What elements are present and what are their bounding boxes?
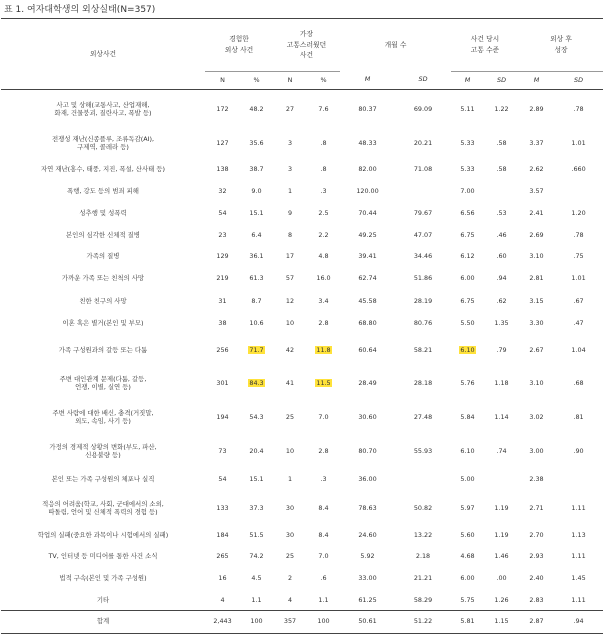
cell-m2: 6.12 bbox=[460, 251, 475, 260]
cell-sd1 bbox=[395, 181, 451, 202]
trauma-table bbox=[1, 18, 603, 634]
cell-m1: 78.63 bbox=[358, 504, 377, 513]
cell-sd2: 1.46 bbox=[494, 551, 509, 560]
table-row bbox=[1, 290, 603, 313]
cell-p2: .3 bbox=[320, 186, 327, 195]
highlighted-value: 71.7 bbox=[249, 345, 264, 354]
cell-n1: 31 bbox=[218, 296, 227, 305]
cell-sd3: .78 bbox=[573, 104, 584, 113]
cell-n1: 38 bbox=[218, 318, 227, 327]
header-count: 개월 수 bbox=[340, 19, 451, 72]
total-cell-m3: 2.87 bbox=[519, 611, 554, 634]
header-n: N bbox=[273, 72, 307, 90]
event-label: 적응의 어려움(학교, 사회, 군대에서의 소외, 따돌림, 언어 및 신체적 폭력의 경험 등) bbox=[42, 500, 164, 516]
cell-n1: 301 bbox=[216, 379, 229, 388]
event-label: 주변 사람에 대한 배신, 충격(거짓말, 외도, 속임, 사기 등) bbox=[52, 409, 154, 425]
header-growth: 외상 후 성장 bbox=[519, 19, 603, 72]
cell-m3: 2.67 bbox=[529, 345, 544, 354]
cell-n1: 127 bbox=[216, 138, 229, 147]
cell-p1: 54.3 bbox=[249, 413, 264, 422]
total-label: 합계 bbox=[1, 611, 205, 634]
table-row bbox=[1, 367, 603, 401]
cell-m2: 5.97 bbox=[460, 504, 475, 513]
cell-sd2: .58 bbox=[496, 164, 507, 173]
cell-n2: 30 bbox=[285, 504, 295, 513]
event-label: 이혼 혹은 별거(본인 및 부모) bbox=[62, 318, 144, 327]
cell-m1: 28.49 bbox=[358, 379, 377, 388]
cell-p2: 4.8 bbox=[318, 251, 329, 260]
cell-n1: 265 bbox=[216, 551, 229, 560]
header-row-1 bbox=[1, 19, 603, 72]
cell-m3: 3.37 bbox=[529, 138, 544, 147]
cell-m1: 80.70 bbox=[358, 446, 377, 455]
cell-m3: 2.71 bbox=[529, 504, 544, 513]
cell-m1: 48.33 bbox=[358, 138, 377, 147]
cell-m1: 30.60 bbox=[358, 413, 377, 422]
cell-m1: 68.80 bbox=[358, 318, 377, 327]
cell-n2: 8 bbox=[287, 230, 293, 239]
cell-p2: 7.0 bbox=[318, 413, 329, 422]
cell-n1: 73 bbox=[218, 446, 227, 455]
header-pct: % bbox=[240, 72, 273, 90]
cell-sd2: .58 bbox=[496, 138, 507, 147]
header-most-stressful: 가장 고통스러웠던 사건 bbox=[273, 19, 340, 72]
cell-n2: 57 bbox=[285, 273, 295, 282]
cell-sd1: 50.82 bbox=[413, 504, 433, 513]
header-sd: SD bbox=[395, 72, 451, 90]
cell-sd3: 1.11 bbox=[571, 551, 586, 560]
cell-p2: 2.5 bbox=[318, 208, 329, 217]
cell-sd3: .660 bbox=[571, 164, 586, 173]
cell-n2: 25 bbox=[285, 551, 295, 560]
cell-p1: 6.4 bbox=[251, 230, 262, 239]
cell-p1 bbox=[240, 334, 273, 367]
cell-m1: 80.37 bbox=[358, 104, 377, 113]
cell-sd3: 1.20 bbox=[571, 208, 586, 217]
cell-n2: 10 bbox=[285, 446, 295, 455]
cell-n1: 4 bbox=[220, 595, 225, 604]
cell-n1: 16 bbox=[218, 574, 227, 583]
cell-p2: 2.8 bbox=[318, 318, 329, 327]
event-label: 본인 또는 가족 구성원의 체포나 실직 bbox=[51, 475, 155, 484]
cell-p2: .8 bbox=[320, 164, 327, 173]
cell-sd2: 1.14 bbox=[494, 413, 509, 422]
cell-n2: 9 bbox=[287, 208, 293, 217]
cell-p1: 4.5 bbox=[251, 574, 262, 583]
cell-n1: 32 bbox=[218, 186, 227, 195]
header-event-label: 외상사건 bbox=[89, 49, 117, 58]
total-cell-sd2: 1.15 bbox=[484, 611, 519, 634]
cell-m3: 2.83 bbox=[529, 595, 544, 604]
cell-p2: 7.0 bbox=[318, 551, 329, 560]
cell-m3: 3.02 bbox=[529, 413, 544, 422]
cell-m1: 82.00 bbox=[358, 164, 377, 173]
cell-sd3: .47 bbox=[573, 318, 584, 327]
cell-sd2: .62 bbox=[496, 296, 507, 305]
cell-m2: 6.56 bbox=[460, 208, 475, 217]
cell-m1: 36.00 bbox=[358, 475, 377, 484]
cell-p1: 35.6 bbox=[249, 138, 264, 147]
cell-n1: 172 bbox=[216, 104, 229, 113]
cell-sd1: 21.21 bbox=[413, 574, 433, 583]
cell-m3: 2.81 bbox=[529, 273, 544, 282]
cell-n1: 256 bbox=[216, 345, 229, 354]
cell-m2: 7.00 bbox=[460, 186, 475, 195]
cell-n2: 10 bbox=[285, 318, 295, 327]
cell-sd1: 34.46 bbox=[413, 251, 433, 260]
cell-m1: 120.00 bbox=[356, 186, 379, 195]
cell-sd2: 1.18 bbox=[494, 379, 509, 388]
cell-m2: 6.75 bbox=[460, 230, 475, 239]
header-sd: SD bbox=[554, 72, 603, 90]
cell-m2: 5.00 bbox=[460, 475, 475, 484]
table-row bbox=[1, 246, 603, 267]
cell-p2 bbox=[307, 367, 340, 401]
header-event bbox=[1, 19, 205, 90]
total-cell-n1: 2,443 bbox=[205, 611, 240, 634]
cell-p1: 15.1 bbox=[249, 208, 264, 217]
cell-m3: 2.69 bbox=[529, 230, 544, 239]
event-label: TV, 인터넷 등 미디어를 통한 사건 소식 bbox=[48, 551, 158, 560]
event-label: 자연 재난(홍수, 태풍, 지진, 폭설, 산사태 등) bbox=[40, 164, 166, 173]
cell-sd1: 2.18 bbox=[415, 551, 431, 560]
cell-m2: 6.00 bbox=[460, 273, 475, 282]
table-row bbox=[1, 181, 603, 202]
table-row bbox=[1, 225, 603, 246]
cell-n1: 133 bbox=[216, 504, 229, 513]
cell-p1: 61.3 bbox=[249, 273, 264, 282]
cell-sd1: 58.21 bbox=[413, 345, 433, 354]
cell-m1: 45.58 bbox=[358, 296, 377, 305]
cell-n1: 138 bbox=[216, 164, 229, 173]
event-label: 가까운 가족 또는 친척의 사망 bbox=[61, 273, 145, 282]
cell-m2: 5.11 bbox=[460, 104, 475, 113]
cell-sd2: 1.26 bbox=[494, 595, 509, 604]
cell-sd2: 1.19 bbox=[494, 531, 509, 540]
cell-sd3: 1.11 bbox=[571, 595, 586, 604]
cell-m1: 70.44 bbox=[358, 208, 377, 217]
table-row bbox=[1, 401, 603, 435]
cell-m3: 3.10 bbox=[529, 251, 544, 260]
cell-p2: 2.8 bbox=[318, 446, 329, 455]
cell-m1: 49.25 bbox=[358, 230, 377, 239]
cell-sd3: 1.13 bbox=[571, 531, 586, 540]
cell-p1: 74.2 bbox=[249, 551, 264, 560]
table-row bbox=[1, 526, 603, 546]
cell-n2: 25 bbox=[285, 413, 295, 422]
cell-m2: 5.75 bbox=[460, 595, 475, 604]
highlighted-value: 11.5 bbox=[316, 379, 331, 388]
cell-sd3 bbox=[554, 468, 603, 492]
cell-m3: 2.70 bbox=[529, 531, 544, 540]
header-experienced: 경험한 외상 사건 bbox=[205, 19, 273, 72]
table-row bbox=[1, 468, 603, 492]
highlighted-value: 84.3 bbox=[249, 379, 264, 388]
cell-p2: 16.0 bbox=[316, 273, 331, 282]
cell-sd1: 69.09 bbox=[413, 104, 433, 113]
cell-n2: 17 bbox=[285, 251, 295, 260]
cell-m3: 2.40 bbox=[529, 574, 544, 583]
event-label: 폭행, 강도 등의 범죄 피해 bbox=[67, 186, 139, 195]
total-cell-n2: 357 bbox=[273, 611, 307, 634]
table-title: 표 1. 여자대학생의 외상실태(N=357) bbox=[4, 5, 156, 15]
cell-sd1: 79.67 bbox=[413, 208, 433, 217]
cell-m2: 5.84 bbox=[460, 413, 475, 422]
cell-p2: 8.4 bbox=[318, 504, 329, 513]
cell-p2: .3 bbox=[320, 475, 327, 484]
cell-p1: 10.6 bbox=[249, 318, 264, 327]
cell-n1: 184 bbox=[216, 531, 229, 540]
cell-sd1: 80.76 bbox=[413, 318, 433, 327]
cell-m2: 6.00 bbox=[460, 574, 475, 583]
cell-sd2 bbox=[484, 181, 519, 202]
cell-sd2: .60 bbox=[496, 251, 507, 260]
cell-m1: 62.74 bbox=[358, 273, 377, 282]
event-label: 가족의 질병 bbox=[86, 251, 120, 260]
cell-m3: 3.30 bbox=[529, 318, 544, 327]
cell-sd3: 1.04 bbox=[571, 345, 586, 354]
table-row bbox=[1, 267, 603, 290]
event-label: 성추행 및 성폭력 bbox=[79, 208, 127, 217]
cell-sd1: 51.86 bbox=[413, 273, 433, 282]
table-row bbox=[1, 546, 603, 567]
cell-sd3 bbox=[554, 181, 603, 202]
cell-p1: 20.4 bbox=[249, 446, 264, 455]
cell-sd2: .53 bbox=[496, 208, 507, 217]
highlighted-value: 6.10 bbox=[460, 345, 475, 354]
cell-m3: 3.15 bbox=[529, 296, 544, 305]
cell-sd1: 58.29 bbox=[413, 595, 433, 604]
header-distress: 사건 당시 고통 수준 bbox=[451, 19, 519, 72]
cell-sd1: 28.18 bbox=[413, 379, 433, 388]
table-row bbox=[1, 492, 603, 526]
cell-m2: 5.33 bbox=[460, 164, 475, 173]
cell-p2: 7.6 bbox=[318, 104, 329, 113]
cell-m1: 33.00 bbox=[358, 574, 377, 583]
total-cell-sd1: 51.22 bbox=[395, 611, 451, 634]
total-cell-p1: 100 bbox=[240, 611, 273, 634]
cell-sd2: .00 bbox=[496, 574, 507, 583]
cell-sd3: .90 bbox=[573, 446, 584, 455]
cell-m3: 2.93 bbox=[529, 551, 544, 560]
cell-n2: 1 bbox=[287, 186, 293, 195]
cell-m2: 6.10 bbox=[460, 446, 475, 455]
event-label: 가정의 경제적 상황의 변화(부도, 파산, 신용불량 등) bbox=[49, 442, 157, 459]
cell-n2: 4 bbox=[287, 595, 293, 604]
cell-p2: 1.1 bbox=[318, 595, 329, 604]
cell-sd3: .68 bbox=[573, 379, 584, 388]
table-row bbox=[1, 435, 603, 468]
table-body bbox=[1, 90, 603, 634]
cell-sd3: 1.01 bbox=[571, 138, 586, 147]
cell-n1: 219 bbox=[216, 273, 229, 282]
highlighted-value: 11.8 bbox=[316, 345, 331, 354]
table-row bbox=[1, 129, 603, 158]
cell-p1: 8.7 bbox=[251, 296, 262, 305]
cell-n1: 54 bbox=[218, 475, 227, 484]
cell-n2: 2 bbox=[287, 574, 293, 583]
cell-sd1: 71.08 bbox=[413, 164, 433, 173]
event-label: 기타 bbox=[96, 595, 110, 604]
cell-sd2: .46 bbox=[496, 230, 507, 239]
cell-m2 bbox=[451, 334, 484, 367]
total-cell-m1: 50.61 bbox=[340, 611, 395, 634]
cell-sd3: 1.45 bbox=[571, 574, 586, 583]
cell-sd1: 13.22 bbox=[413, 531, 433, 540]
cell-n2: 1 bbox=[287, 475, 293, 484]
cell-n2: 27 bbox=[285, 104, 295, 113]
cell-sd3: .78 bbox=[573, 230, 584, 239]
cell-m2: 5.76 bbox=[460, 379, 475, 388]
cell-m3: 2.41 bbox=[529, 208, 544, 217]
cell-m3: 2.38 bbox=[529, 475, 544, 484]
cell-p2: 8.4 bbox=[318, 531, 329, 540]
event-label: 가족 구성원과의 갈등 또는 다툼 bbox=[58, 345, 148, 354]
cell-n1: 129 bbox=[216, 251, 229, 260]
cell-m2: 5.60 bbox=[460, 531, 475, 540]
event-label: 친한 친구의 사망 bbox=[79, 296, 127, 305]
cell-m1: 39.41 bbox=[358, 251, 377, 260]
header-sd: SD bbox=[484, 72, 519, 90]
cell-sd3: .67 bbox=[573, 296, 584, 305]
cell-m2: 5.33 bbox=[460, 138, 475, 147]
cell-sd3: 1.01 bbox=[571, 273, 586, 282]
cell-sd3: .75 bbox=[573, 251, 584, 260]
header-m: M bbox=[340, 72, 395, 90]
cell-p1: 38.7 bbox=[249, 164, 264, 173]
cell-sd2: .74 bbox=[496, 446, 507, 455]
cell-sd3: 1.11 bbox=[571, 504, 586, 513]
cell-m3: 3.57 bbox=[529, 186, 544, 195]
cell-p2: .8 bbox=[320, 138, 327, 147]
cell-p1: 51.5 bbox=[249, 531, 264, 540]
cell-sd2: .94 bbox=[496, 273, 507, 282]
event-label: 법적 구속(본인 및 가족 구성원) bbox=[59, 574, 147, 583]
cell-m1: 5.92 bbox=[360, 551, 375, 560]
cell-m1: 60.64 bbox=[358, 345, 377, 354]
cell-m2: 4.68 bbox=[460, 551, 475, 560]
total-cell-p2: 100 bbox=[307, 611, 340, 634]
event-label: 사고 및 상해(교통사고, 산업재해, 화재, 건물붕괴, 질란사고, 폭발 등) bbox=[54, 100, 152, 117]
cell-p2 bbox=[307, 334, 340, 367]
cell-n2: 3 bbox=[287, 164, 293, 173]
cell-p1: 1.1 bbox=[251, 595, 262, 604]
total-cell-m2: 5.81 bbox=[451, 611, 484, 634]
table-row bbox=[1, 158, 603, 181]
event-label: 학업의 실패(중요한 과목이나 시험에서의 실패) bbox=[37, 531, 169, 540]
cell-sd3: .81 bbox=[573, 413, 584, 422]
cell-n1: 23 bbox=[218, 230, 227, 239]
cell-m3: 2.62 bbox=[529, 164, 544, 173]
cell-n2: 3 bbox=[287, 138, 293, 147]
cell-m3: 3.10 bbox=[529, 379, 544, 388]
cell-sd2 bbox=[484, 468, 519, 492]
cell-m2: 6.75 bbox=[460, 296, 475, 305]
cell-n1: 54 bbox=[218, 208, 227, 217]
table-row bbox=[1, 334, 603, 367]
cell-p1: 48.2 bbox=[249, 104, 264, 113]
cell-n1: 194 bbox=[216, 413, 229, 422]
cell-sd1: 27.48 bbox=[413, 413, 433, 422]
cell-sd1: 28.19 bbox=[413, 296, 433, 305]
cell-p1: 9.0 bbox=[251, 186, 262, 195]
cell-sd2: 1.35 bbox=[494, 318, 509, 327]
cell-p1: 36.1 bbox=[249, 251, 264, 260]
cell-sd1: 47.07 bbox=[413, 230, 433, 239]
table-row bbox=[1, 90, 603, 130]
cell-p2: 3.4 bbox=[318, 296, 329, 305]
cell-n2: 42 bbox=[285, 345, 295, 354]
event-label: 전쟁성 재난(신종플루, 조류독감(AI), 구제역, 콜레라 등) bbox=[51, 134, 155, 151]
table-row bbox=[1, 567, 603, 591]
cell-sd2: 1.22 bbox=[494, 104, 509, 113]
cell-m1: 24.60 bbox=[358, 531, 377, 540]
total-row bbox=[1, 611, 603, 634]
cell-p1: 15.1 bbox=[249, 475, 264, 484]
header-n: N bbox=[205, 72, 240, 90]
table-row bbox=[1, 202, 603, 225]
table-row bbox=[1, 313, 603, 334]
header-pct: % bbox=[307, 72, 340, 90]
cell-m3: 3.00 bbox=[529, 446, 544, 455]
cell-p2: .6 bbox=[320, 574, 327, 583]
cell-m2: 5.50 bbox=[460, 318, 475, 327]
header-m: M bbox=[519, 72, 554, 90]
total-cell-sd3: .94 bbox=[554, 611, 603, 634]
cell-n2: 12 bbox=[285, 296, 295, 305]
header-m: M bbox=[451, 72, 484, 90]
cell-sd1 bbox=[395, 468, 451, 492]
cell-sd1: 20.21 bbox=[413, 138, 433, 147]
cell-sd1: 55.93 bbox=[413, 446, 433, 455]
cell-p1 bbox=[240, 367, 273, 401]
cell-sd2: .79 bbox=[496, 345, 507, 354]
cell-n2: 41 bbox=[285, 379, 295, 388]
cell-sd2: 1.19 bbox=[494, 504, 509, 513]
cell-p2: 2.2 bbox=[318, 230, 329, 239]
table-row bbox=[1, 591, 603, 611]
cell-m3: 2.89 bbox=[529, 104, 544, 113]
cell-n2: 30 bbox=[285, 531, 295, 540]
event-label: 주변 대인관계 문제(다툼, 갈등, 언쟁, 이별, 실연 등) bbox=[59, 375, 147, 391]
cell-m1: 61.25 bbox=[358, 595, 377, 604]
event-label: 본인의 심각한 신체적 질병 bbox=[65, 230, 140, 239]
cell-p1: 37.3 bbox=[249, 504, 264, 513]
